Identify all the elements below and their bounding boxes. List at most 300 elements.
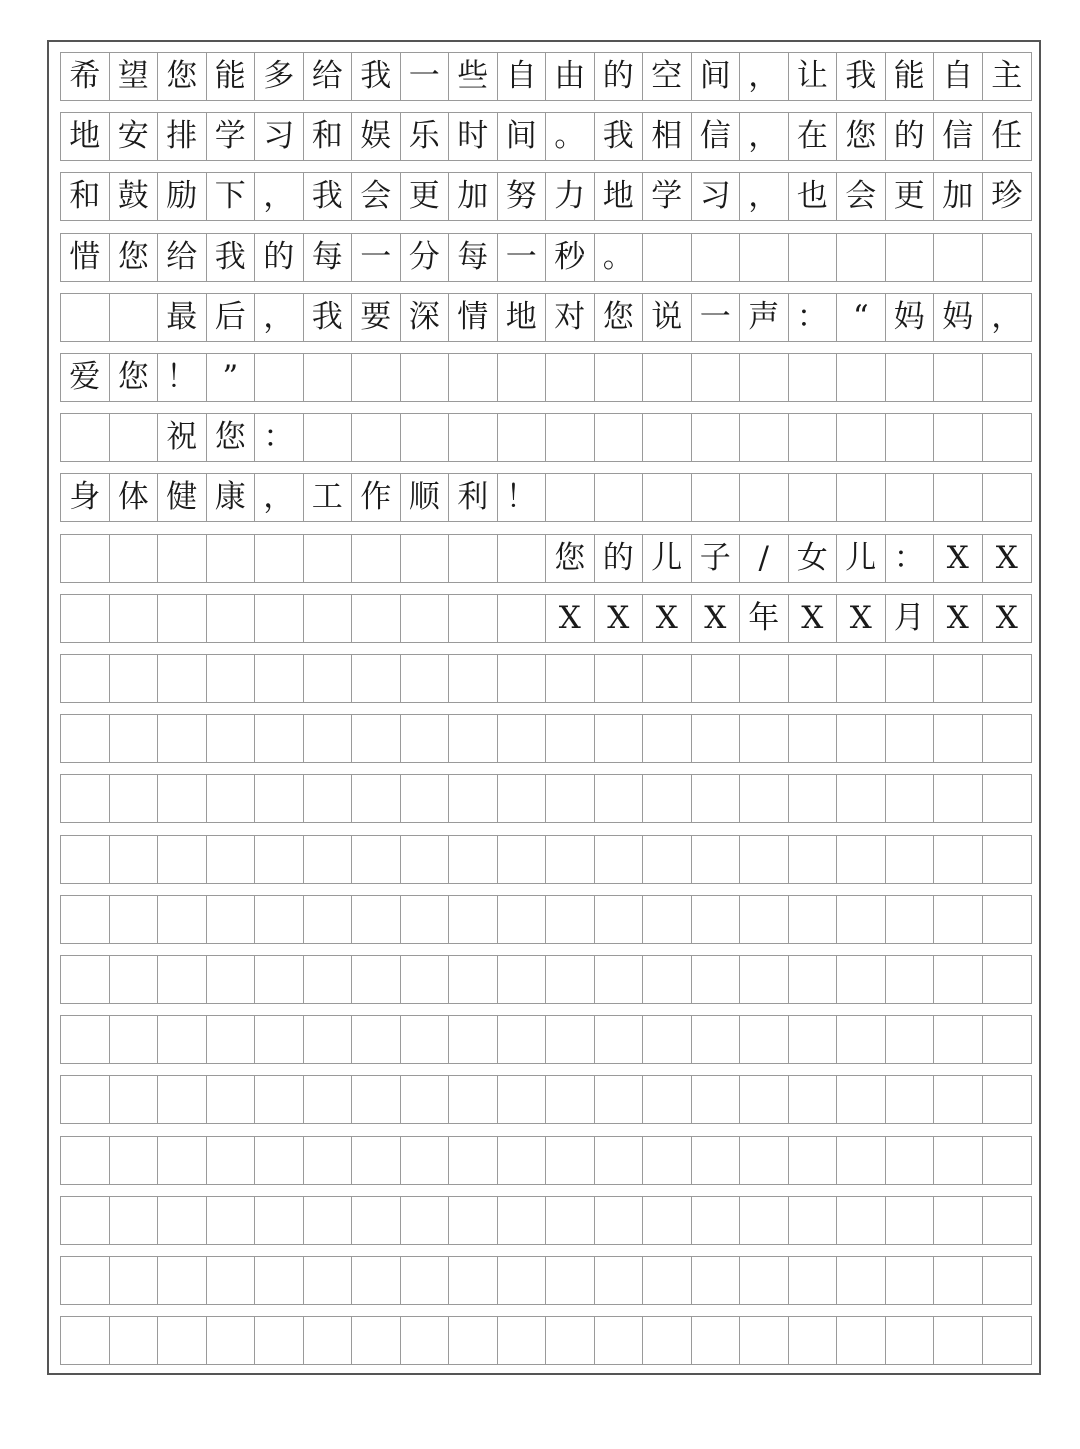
grid-cell bbox=[207, 836, 256, 883]
grid-cell bbox=[61, 535, 110, 582]
grid-row bbox=[60, 112, 1032, 161]
grid-cell bbox=[789, 1197, 838, 1244]
grid-cell bbox=[886, 1076, 935, 1123]
grid-cell bbox=[595, 896, 644, 943]
grid-cell bbox=[692, 655, 741, 702]
grid-cell bbox=[498, 1317, 547, 1364]
grid-cell: 学 bbox=[643, 173, 692, 220]
grid-cell bbox=[546, 775, 595, 822]
grid-cell: 女 bbox=[789, 535, 838, 582]
grid-cell bbox=[546, 1197, 595, 1244]
grid-cell bbox=[304, 896, 353, 943]
grid-cell bbox=[886, 896, 935, 943]
grid-cell: X bbox=[837, 595, 886, 642]
grid-cell: 我 bbox=[207, 234, 256, 281]
grid-cell bbox=[304, 836, 353, 883]
grid-cell bbox=[61, 595, 110, 642]
grid-cell: 更 bbox=[886, 173, 935, 220]
grid-cell bbox=[498, 715, 547, 762]
grid-cell: ， bbox=[740, 53, 789, 100]
grid-cell bbox=[304, 715, 353, 762]
grid-cell bbox=[740, 1016, 789, 1063]
grid-cell bbox=[740, 234, 789, 281]
grid-cell bbox=[546, 956, 595, 1003]
grid-cell: 由 bbox=[546, 53, 595, 100]
grid-cell: 下 bbox=[207, 173, 256, 220]
grid-cell bbox=[207, 1197, 256, 1244]
grid-cell: 能 bbox=[886, 53, 935, 100]
grid-cell bbox=[546, 474, 595, 521]
grid-cell bbox=[983, 896, 1032, 943]
grid-cell: 排 bbox=[158, 113, 207, 160]
grid-cell bbox=[158, 775, 207, 822]
grid-cell bbox=[546, 715, 595, 762]
grid-cell bbox=[934, 414, 983, 461]
grid-cell bbox=[110, 775, 159, 822]
grid-cell bbox=[643, 1016, 692, 1063]
grid-cell: 分 bbox=[401, 234, 450, 281]
grid-cell bbox=[61, 1137, 110, 1184]
grid-cell bbox=[352, 896, 401, 943]
grid-cell bbox=[401, 836, 450, 883]
grid-cell bbox=[643, 234, 692, 281]
grid-cell bbox=[158, 535, 207, 582]
grid-cell bbox=[643, 775, 692, 822]
grid-cell bbox=[61, 1257, 110, 1304]
grid-cell: 些 bbox=[449, 53, 498, 100]
grid-cell: ： bbox=[886, 535, 935, 582]
grid-cell: 身 bbox=[61, 474, 110, 521]
grid-cell bbox=[449, 1197, 498, 1244]
grid-cell bbox=[692, 1197, 741, 1244]
grid-cell bbox=[934, 1257, 983, 1304]
grid-row bbox=[60, 835, 1032, 884]
grid-cell: 顺 bbox=[401, 474, 450, 521]
grid-row bbox=[60, 714, 1032, 763]
grid-cell: ， bbox=[991, 298, 1023, 335]
grid-cell: 子 bbox=[692, 535, 741, 582]
grid-cell bbox=[352, 1016, 401, 1063]
grid-cell bbox=[110, 1197, 159, 1244]
grid-cell bbox=[110, 1076, 159, 1123]
grid-cell bbox=[837, 715, 886, 762]
grid-cell: 一 bbox=[692, 294, 741, 341]
grid-cell bbox=[837, 1257, 886, 1304]
grid-cell bbox=[643, 1257, 692, 1304]
grid-cell bbox=[886, 1197, 935, 1244]
grid-cell bbox=[837, 354, 886, 401]
grid-cell bbox=[61, 956, 110, 1003]
grid-cell bbox=[158, 1257, 207, 1304]
grid-cell: 妈 bbox=[934, 294, 983, 341]
grid-cell bbox=[207, 1137, 256, 1184]
grid-cell bbox=[61, 715, 110, 762]
grid-cell bbox=[934, 1317, 983, 1364]
grid-cell: 自 bbox=[498, 53, 547, 100]
grid-cell: X bbox=[789, 595, 838, 642]
grid-cell bbox=[692, 414, 741, 461]
grid-cell: X bbox=[546, 595, 595, 642]
grid-cell: 给 bbox=[158, 234, 207, 281]
grid-cell bbox=[983, 474, 1032, 521]
grid-cell bbox=[449, 354, 498, 401]
grid-cell: 珍 bbox=[991, 178, 1023, 215]
grid-cell bbox=[595, 1016, 644, 1063]
grid-cell bbox=[401, 1317, 450, 1364]
grid-cell: ” bbox=[207, 354, 256, 401]
grid-row bbox=[60, 293, 1032, 342]
grid-cell: 的 bbox=[255, 234, 304, 281]
grid-cell bbox=[401, 1137, 450, 1184]
grid-cell bbox=[934, 354, 983, 401]
grid-cell bbox=[449, 655, 498, 702]
grid-row bbox=[60, 1075, 1032, 1124]
grid-cell bbox=[255, 535, 304, 582]
grid-cell bbox=[886, 1016, 935, 1063]
grid-cell bbox=[255, 836, 304, 883]
grid-cell bbox=[934, 896, 983, 943]
grid-cell bbox=[837, 1317, 886, 1364]
grid-cell: 您 bbox=[158, 53, 207, 100]
grid-cell bbox=[886, 354, 935, 401]
grid-cell bbox=[255, 354, 304, 401]
grid-cell bbox=[643, 474, 692, 521]
grid-cell bbox=[643, 836, 692, 883]
grid-cell bbox=[401, 414, 450, 461]
grid-cell bbox=[498, 414, 547, 461]
grid-cell bbox=[692, 715, 741, 762]
grid-cell bbox=[934, 956, 983, 1003]
grid-cell: 的 bbox=[595, 53, 644, 100]
grid-cell: 地 bbox=[61, 113, 110, 160]
grid-cell: 秒 bbox=[546, 234, 595, 281]
grid-cell bbox=[595, 1137, 644, 1184]
grid-cell bbox=[110, 1317, 159, 1364]
grid-cell bbox=[546, 836, 595, 883]
grid-cell: 励 bbox=[158, 173, 207, 220]
grid-cell bbox=[692, 1076, 741, 1123]
grid-cell bbox=[449, 1317, 498, 1364]
grid-cell bbox=[352, 595, 401, 642]
grid-row bbox=[60, 1015, 1032, 1064]
grid-row bbox=[60, 172, 1032, 221]
grid-cell bbox=[255, 595, 304, 642]
grid-cell bbox=[789, 1076, 838, 1123]
grid-cell bbox=[546, 414, 595, 461]
grid-cell bbox=[158, 715, 207, 762]
grid-cell bbox=[595, 836, 644, 883]
grid-cell: 惜 bbox=[61, 234, 110, 281]
grid-cell bbox=[789, 234, 838, 281]
grid-cell bbox=[255, 956, 304, 1003]
grid-cell bbox=[449, 595, 498, 642]
grid-cell: 每 bbox=[304, 234, 353, 281]
grid-cell bbox=[692, 1137, 741, 1184]
grid-cell bbox=[449, 896, 498, 943]
grid-cell bbox=[304, 1197, 353, 1244]
grid-cell: 乐 bbox=[401, 113, 450, 160]
grid-cell bbox=[837, 1016, 886, 1063]
grid-cell bbox=[449, 1257, 498, 1304]
grid-cell bbox=[740, 1257, 789, 1304]
grid-cell bbox=[546, 1317, 595, 1364]
grid-cell: 加 bbox=[934, 173, 983, 220]
grid-cell bbox=[789, 956, 838, 1003]
grid-cell bbox=[110, 836, 159, 883]
grid-cell bbox=[595, 956, 644, 1003]
grid-cell bbox=[934, 715, 983, 762]
grid-cell bbox=[498, 1257, 547, 1304]
grid-cell bbox=[983, 234, 1032, 281]
grid-cell bbox=[546, 1016, 595, 1063]
grid-cell bbox=[207, 535, 256, 582]
grid-cell bbox=[498, 836, 547, 883]
grid-cell bbox=[692, 234, 741, 281]
grid-cell bbox=[352, 956, 401, 1003]
grid-cell bbox=[304, 775, 353, 822]
grid-cell bbox=[110, 1257, 159, 1304]
grid-cell bbox=[449, 414, 498, 461]
grid-cell: 时 bbox=[449, 113, 498, 160]
grid-cell bbox=[110, 715, 159, 762]
grid-cell bbox=[352, 535, 401, 582]
grid-cell: 我 bbox=[837, 53, 886, 100]
grid-cell bbox=[983, 414, 1032, 461]
grid-cell: 会 bbox=[352, 173, 401, 220]
grid-cell: 每 bbox=[449, 234, 498, 281]
grid-cell bbox=[546, 354, 595, 401]
grid-cell: 安 bbox=[110, 113, 159, 160]
grid-cell bbox=[837, 474, 886, 521]
grid-cell bbox=[449, 775, 498, 822]
grid-row bbox=[60, 413, 1032, 462]
grid-cell: 任 bbox=[991, 118, 1023, 155]
grid-cell bbox=[886, 715, 935, 762]
grid-cell: X bbox=[643, 595, 692, 642]
grid-cell bbox=[401, 1197, 450, 1244]
grid-cell: ： bbox=[789, 294, 838, 341]
grid-cell bbox=[886, 234, 935, 281]
grid-row bbox=[60, 353, 1032, 402]
grid-cell bbox=[789, 836, 838, 883]
grid-cell: X bbox=[934, 595, 983, 642]
grid-cell bbox=[643, 1317, 692, 1364]
grid-row bbox=[60, 52, 1032, 101]
grid-cell bbox=[692, 1317, 741, 1364]
grid-cell bbox=[61, 836, 110, 883]
grid-cell bbox=[255, 655, 304, 702]
grid-cell bbox=[401, 896, 450, 943]
grid-cell bbox=[207, 595, 256, 642]
grid-cell bbox=[546, 896, 595, 943]
grid-cell bbox=[304, 1016, 353, 1063]
grid-cell bbox=[934, 474, 983, 521]
grid-cell bbox=[886, 655, 935, 702]
grid-cell bbox=[158, 836, 207, 883]
grid-cell bbox=[740, 354, 789, 401]
grid-cell bbox=[352, 414, 401, 461]
grid-cell: 儿 bbox=[643, 535, 692, 582]
grid-row bbox=[60, 1136, 1032, 1185]
grid-cell bbox=[740, 836, 789, 883]
grid-row bbox=[60, 473, 1032, 522]
grid-cell bbox=[886, 414, 935, 461]
grid-cell bbox=[304, 1137, 353, 1184]
grid-cell: 深 bbox=[401, 294, 450, 341]
grid-cell bbox=[449, 1076, 498, 1123]
grid-cell: 康 bbox=[207, 474, 256, 521]
grid-cell: ， bbox=[255, 294, 304, 341]
grid-cell bbox=[498, 535, 547, 582]
grid-cell bbox=[983, 1197, 1032, 1244]
grid-cell: 的 bbox=[886, 113, 935, 160]
grid-cell bbox=[983, 715, 1032, 762]
grid-cell bbox=[886, 956, 935, 1003]
grid-cell bbox=[449, 956, 498, 1003]
grid-cell: 年 bbox=[740, 595, 789, 642]
grid-cell bbox=[158, 1197, 207, 1244]
grid-cell: 说 bbox=[643, 294, 692, 341]
grid-cell bbox=[789, 414, 838, 461]
grid-cell bbox=[110, 1137, 159, 1184]
grid-cell bbox=[643, 655, 692, 702]
grid-cell bbox=[837, 1076, 886, 1123]
grid-cell: 和 bbox=[61, 173, 110, 220]
grid-cell bbox=[61, 775, 110, 822]
grid-cell bbox=[789, 1137, 838, 1184]
grid-cell: 工 bbox=[304, 474, 353, 521]
grid-cell bbox=[886, 1317, 935, 1364]
grid-cell bbox=[983, 655, 1032, 702]
grid-cell bbox=[207, 1076, 256, 1123]
grid-cell bbox=[789, 474, 838, 521]
grid-row bbox=[60, 1196, 1032, 1245]
grid-cell bbox=[498, 1076, 547, 1123]
grid-cell bbox=[692, 836, 741, 883]
grid-cell: 望 bbox=[110, 53, 159, 100]
grid-cell bbox=[740, 896, 789, 943]
grid-cell bbox=[61, 294, 110, 341]
grid-cell bbox=[304, 354, 353, 401]
grid-cell bbox=[886, 1257, 935, 1304]
grid-cell bbox=[983, 354, 1032, 401]
grid-cell bbox=[304, 956, 353, 1003]
grid-cell: 您 bbox=[110, 234, 159, 281]
grid-cell bbox=[207, 655, 256, 702]
grid-cell bbox=[934, 775, 983, 822]
grid-cell: 信 bbox=[934, 113, 983, 160]
grid-row bbox=[60, 654, 1032, 703]
grid-cell bbox=[498, 1197, 547, 1244]
grid-cell bbox=[158, 1076, 207, 1123]
grid-cell: 自 bbox=[934, 53, 983, 100]
grid-cell bbox=[207, 896, 256, 943]
grid-cell: 您 bbox=[110, 354, 159, 401]
grid-cell: ， bbox=[255, 173, 304, 220]
grid-cell bbox=[740, 956, 789, 1003]
grid-cell: 能 bbox=[207, 53, 256, 100]
grid-cell bbox=[934, 1197, 983, 1244]
grid-cell bbox=[595, 414, 644, 461]
grid-cell bbox=[886, 836, 935, 883]
grid-cell bbox=[110, 896, 159, 943]
grid-cell bbox=[110, 956, 159, 1003]
grid-cell: ， bbox=[740, 113, 789, 160]
grid-cell bbox=[983, 775, 1032, 822]
grid-cell: 学 bbox=[207, 113, 256, 160]
grid-cell bbox=[740, 655, 789, 702]
grid-cell: 最 bbox=[158, 294, 207, 341]
grid-cell bbox=[595, 1076, 644, 1123]
grid-cell: 相 bbox=[643, 113, 692, 160]
grid-cell bbox=[837, 414, 886, 461]
grid-cell: 一 bbox=[498, 234, 547, 281]
grid-cell bbox=[110, 1016, 159, 1063]
grid-cell bbox=[255, 1076, 304, 1123]
grid-cell bbox=[401, 1016, 450, 1063]
grid-row bbox=[60, 774, 1032, 823]
grid-cell: 鼓 bbox=[110, 173, 159, 220]
grid-cell bbox=[110, 655, 159, 702]
grid-cell: 更 bbox=[401, 173, 450, 220]
grid-cell bbox=[789, 1016, 838, 1063]
grid-row bbox=[60, 1256, 1032, 1305]
grid-cell bbox=[789, 1317, 838, 1364]
grid-cell bbox=[595, 1197, 644, 1244]
grid-cell: ， bbox=[740, 173, 789, 220]
grid-cell bbox=[692, 775, 741, 822]
grid-cell bbox=[498, 896, 547, 943]
grid-cell bbox=[692, 474, 741, 521]
grid-cell bbox=[352, 836, 401, 883]
grid-cell bbox=[158, 655, 207, 702]
grid-cell bbox=[789, 715, 838, 762]
grid-cell bbox=[498, 655, 547, 702]
grid-cell bbox=[837, 775, 886, 822]
grid-cell: 力 bbox=[546, 173, 595, 220]
grid-cell bbox=[352, 655, 401, 702]
grid-cell: / bbox=[740, 535, 789, 582]
grid-cell bbox=[983, 1016, 1032, 1063]
grid-cell bbox=[692, 354, 741, 401]
grid-cell bbox=[401, 715, 450, 762]
grid-cell bbox=[643, 1137, 692, 1184]
grid-cell bbox=[401, 354, 450, 401]
grid-cell: 声 bbox=[740, 294, 789, 341]
grid-cell bbox=[498, 1137, 547, 1184]
grid-cell: 习 bbox=[692, 173, 741, 220]
grid-cell: 我 bbox=[304, 294, 353, 341]
grid-cell bbox=[498, 775, 547, 822]
grid-cell bbox=[595, 354, 644, 401]
grid-cell bbox=[983, 1137, 1032, 1184]
grid-cell bbox=[643, 1197, 692, 1244]
grid-cell bbox=[740, 775, 789, 822]
grid-cell bbox=[352, 354, 401, 401]
grid-cell: 我 bbox=[352, 53, 401, 100]
grid-cell bbox=[643, 956, 692, 1003]
grid-cell bbox=[595, 775, 644, 822]
grid-cell: 。 bbox=[595, 234, 644, 281]
grid-cell bbox=[255, 1197, 304, 1244]
grid-cell bbox=[158, 1016, 207, 1063]
grid-cell bbox=[546, 1257, 595, 1304]
grid-cell bbox=[740, 1317, 789, 1364]
grid-cell bbox=[158, 1137, 207, 1184]
grid-row bbox=[60, 955, 1032, 1004]
grid-cell bbox=[983, 836, 1032, 883]
grid-cell bbox=[255, 1257, 304, 1304]
